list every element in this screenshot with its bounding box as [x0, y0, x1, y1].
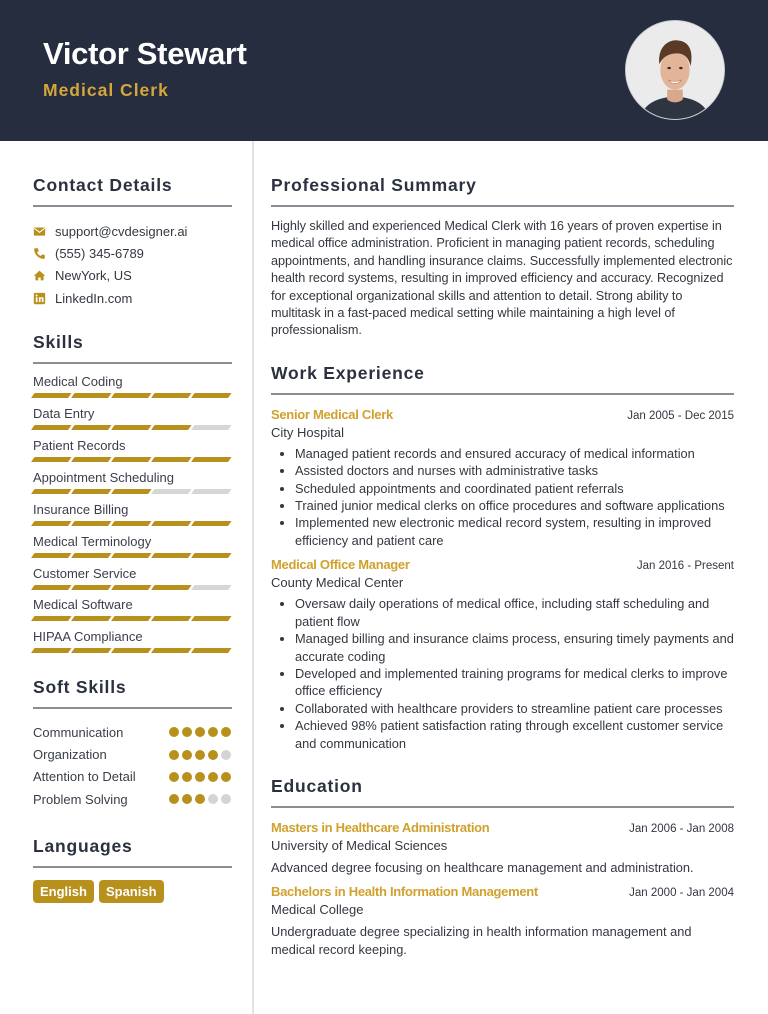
job-employer: City Hospital: [271, 424, 344, 440]
skill-bar-filled: [31, 553, 71, 558]
skill-level-bars: [33, 489, 230, 494]
contact-location-text: NewYork, US: [55, 268, 132, 284]
section-heading-languages: Languages: [33, 836, 232, 868]
skill-bar-filled: [31, 457, 71, 462]
job-entry: [271, 407, 734, 549]
soft-skill-label: Problem Solving: [33, 791, 128, 807]
rating-dot-filled: [208, 727, 218, 737]
skill-bar-filled: [151, 457, 191, 462]
skill-label: Appointment Scheduling: [33, 469, 174, 485]
education-description: Undergraduate degree specializing in health information management and medical record keeping.: [271, 924, 692, 957]
skill-bar-filled: [31, 425, 71, 430]
skill-bar-filled: [111, 553, 151, 558]
job-bullet: Oversaw daily operations of medical office, including staff scheduling and patient flow: [295, 595, 734, 630]
resume-header: [0, 0, 768, 141]
degree-title: Bachelors in Health Information Management: [271, 884, 538, 900]
skill-label: Insurance Billing: [33, 501, 129, 517]
skill-bar-filled: [71, 616, 111, 621]
education-entry: [271, 820, 734, 876]
skill-bar-filled: [151, 393, 191, 398]
skill-level-bars: [33, 585, 230, 590]
contact-phone[interactable]: [33, 242, 232, 264]
soft-skills-list: [33, 721, 232, 810]
envelope-icon: [33, 225, 46, 238]
skill-bar-filled: [111, 425, 151, 430]
rating-dot-filled: [182, 750, 192, 760]
skill-bar-empty: [191, 585, 231, 590]
job-bullet: Scheduled appointments and coordinated patient referrals: [295, 480, 734, 497]
job-bullet: Developed and implemented training programs for medical clerks to improve office efficiency: [295, 665, 734, 700]
skill-bar-filled: [111, 616, 151, 621]
skill-bar-filled: [151, 553, 191, 558]
job-dates: Jan 2005 - Dec 2015: [627, 409, 734, 422]
job-bullet: Collaborated with healthcare providers to streamline patient care processes: [295, 700, 734, 717]
soft-skill-item: [33, 721, 232, 743]
skill-bar-filled: [111, 489, 151, 494]
skill-label: Patient Records: [33, 437, 126, 453]
languages-section: [33, 836, 232, 903]
profile-photo: [625, 20, 725, 120]
column-divider: [252, 141, 254, 1014]
soft-skill-rating: [169, 772, 231, 782]
skill-item: [33, 370, 232, 402]
skills-section: [33, 332, 232, 657]
contact-phone-text: (555) 345-6789: [55, 245, 144, 261]
contact-linkedin-text: LinkedIn.com: [55, 290, 133, 306]
skill-bar-filled: [71, 521, 111, 526]
skill-level-bars: [33, 393, 230, 398]
skill-item: [33, 498, 232, 530]
rating-dot-filled: [208, 750, 218, 760]
skill-item: [33, 466, 232, 498]
job-bullet: Achieved 98% patient satisfaction rating through excellent customer service and communication: [295, 717, 734, 752]
rating-dot-empty: [221, 750, 231, 760]
contact-section: [33, 175, 232, 309]
main-content: [271, 141, 734, 958]
section-heading-skills: Skills: [33, 332, 232, 364]
rating-dot-filled: [182, 727, 192, 737]
skills-list: [33, 370, 232, 657]
job-bullets: [271, 445, 734, 549]
skill-label: HIPAA Compliance: [33, 629, 143, 645]
person-portrait-icon: [626, 21, 724, 119]
candidate-job-title: Medical Clerk: [43, 80, 169, 100]
skill-label: Medical Terminology: [33, 533, 152, 549]
skill-bar-filled: [191, 457, 231, 462]
soft-skill-item: [33, 744, 232, 766]
contact-linkedin[interactable]: [33, 287, 232, 309]
education-dates: Jan 2006 - Jan 2008: [629, 822, 734, 835]
degree-title: Masters in Healthcare Administration: [271, 819, 490, 835]
section-heading-education: Education: [271, 776, 734, 808]
contact-email[interactable]: [33, 220, 232, 242]
job-entry: [271, 557, 734, 752]
school-name: Medical College: [271, 902, 364, 918]
job-bullet: Implemented new electronic medical record system, resulting in improved efficiency and patient care: [295, 514, 734, 549]
job-bullet: Assisted doctors and nurses with administrative tasks: [295, 462, 734, 479]
skill-bar-filled: [71, 553, 111, 558]
skill-bar-filled: [31, 616, 71, 621]
soft-skill-rating: [169, 727, 231, 737]
rating-dot-filled: [169, 727, 179, 737]
job-dates: Jan 2016 - Present: [636, 560, 734, 573]
skill-bar-filled: [151, 585, 191, 590]
rating-dot-filled: [182, 794, 192, 804]
home-icon: [33, 269, 46, 282]
skill-bar-filled: [31, 489, 71, 494]
skill-bar-filled: [191, 521, 231, 526]
job-title: Senior Medical Clerk: [271, 406, 393, 422]
skill-bar-filled: [191, 648, 231, 653]
skill-level-bars: [33, 425, 230, 430]
soft-skill-rating: [169, 794, 231, 804]
skill-bar-filled: [71, 425, 111, 430]
rating-dot-filled: [182, 772, 192, 782]
rating-dot-filled: [195, 750, 205, 760]
phone-icon: [33, 247, 46, 260]
candidate-name: Victor Stewart: [43, 36, 247, 71]
job-bullet: Managed billing and insurance claims process, ensuring timely payments and accurate coding: [295, 631, 734, 664]
languages-list: [33, 880, 232, 903]
job-bullet: Trained junior medical clerks on office procedures and software applications: [295, 497, 734, 514]
skill-bar-filled: [31, 648, 71, 653]
skill-bar-filled: [31, 393, 71, 398]
soft-skill-item: [33, 766, 232, 788]
skill-bar-filled: [31, 585, 71, 590]
soft-skill-rating: [169, 750, 231, 760]
rating-dot-empty: [208, 794, 218, 804]
skill-bar-filled: [71, 489, 111, 494]
rating-dot-filled: [195, 727, 205, 737]
section-heading-soft-skills: Soft Skills: [33, 677, 232, 709]
school-name: University of Medical Sciences: [271, 837, 448, 853]
skill-item: [33, 434, 232, 466]
contact-list: [33, 220, 232, 309]
skill-bar-filled: [111, 457, 151, 462]
skill-bar-filled: [31, 521, 71, 526]
skill-bar-filled: [151, 648, 191, 653]
skill-bar-filled: [71, 648, 111, 653]
skill-bar-filled: [191, 616, 231, 621]
skill-bar-filled: [71, 393, 111, 398]
job-bullet: Managed patient records and ensured accuracy of medical information: [295, 445, 734, 462]
skill-level-bars: [33, 553, 230, 558]
skill-item: [33, 625, 232, 657]
education-dates: Jan 2000 - Jan 2004: [629, 887, 734, 900]
skill-item: [33, 562, 232, 594]
skill-bar-filled: [151, 521, 191, 526]
soft-skills-section: [33, 677, 232, 810]
skill-bar-filled: [191, 393, 231, 398]
language-badge-english: English: [33, 880, 94, 903]
skill-level-bars: [33, 616, 230, 621]
skill-bar-filled: [111, 648, 151, 653]
summary-section: [271, 175, 734, 340]
job-employer: County Medical Center: [271, 575, 404, 591]
rating-dot-filled: [169, 750, 179, 760]
soft-skill-item: [33, 788, 232, 810]
skill-bar-filled: [111, 585, 151, 590]
skill-level-bars: [33, 521, 230, 526]
rating-dot-filled: [221, 727, 231, 737]
skill-bar-filled: [151, 616, 191, 621]
rating-dot-filled: [195, 794, 205, 804]
skill-bar-filled: [151, 425, 191, 430]
rating-dot-filled: [169, 772, 179, 782]
skill-bar-empty: [191, 489, 231, 494]
skill-level-bars: [33, 648, 230, 653]
skill-bar-empty: [191, 425, 231, 430]
soft-skill-label: Communication: [33, 724, 124, 740]
skill-item: [33, 402, 232, 434]
skill-label: Data Entry: [33, 406, 95, 422]
summary-text: Highly skilled and experienced Medical Clerk with 16 years of proven expertise in medical office administration. Proficient in managing patient records, scheduling appointments, and handling insurance claims. Successfully implemented electronic health record systems, resulting in improved efficiency and accuracy. Recognized for exceptional organizational skills and attention to detail. Strong ability to multitask in a fast-paced medical setting while maintaining a high level of professionalism.: [271, 219, 733, 338]
section-heading-experience: Work Experience: [271, 363, 734, 395]
rating-dot-filled: [195, 772, 205, 782]
rating-dot-filled: [208, 772, 218, 782]
rating-dot-filled: [221, 772, 231, 782]
skill-item: [33, 530, 232, 562]
job-bullets: [271, 595, 734, 752]
skill-label: Medical Coding: [33, 374, 123, 390]
skill-item: [33, 593, 232, 625]
soft-skill-label: Attention to Detail: [33, 769, 136, 785]
education-section: [271, 776, 734, 958]
language-badge-spanish: Spanish: [99, 880, 164, 903]
skill-bar-filled: [71, 457, 111, 462]
section-heading-summary: Professional Summary: [271, 175, 734, 207]
skill-label: Medical Software: [33, 597, 133, 613]
skill-bar-filled: [191, 553, 231, 558]
skill-bar-filled: [71, 585, 111, 590]
contact-location: [33, 265, 232, 287]
skill-label: Customer Service: [33, 565, 137, 581]
skill-level-bars: [33, 457, 230, 462]
education-entry: [271, 884, 734, 958]
sidebar: [33, 141, 232, 903]
education-description: Advanced degree focusing on healthcare management and administration.: [271, 859, 694, 875]
experience-section: [271, 363, 734, 752]
skill-bar-filled: [111, 521, 151, 526]
contact-email-text: support@cvdesigner.ai: [55, 223, 188, 239]
soft-skill-label: Organization: [33, 747, 107, 763]
rating-dot-empty: [221, 794, 231, 804]
skill-bar-empty: [151, 489, 191, 494]
section-heading-contact: Contact Details: [33, 175, 232, 207]
job-title: Medical Office Manager: [271, 557, 410, 573]
linkedin-icon: [33, 292, 46, 305]
skill-bar-filled: [111, 393, 151, 398]
rating-dot-filled: [169, 794, 179, 804]
